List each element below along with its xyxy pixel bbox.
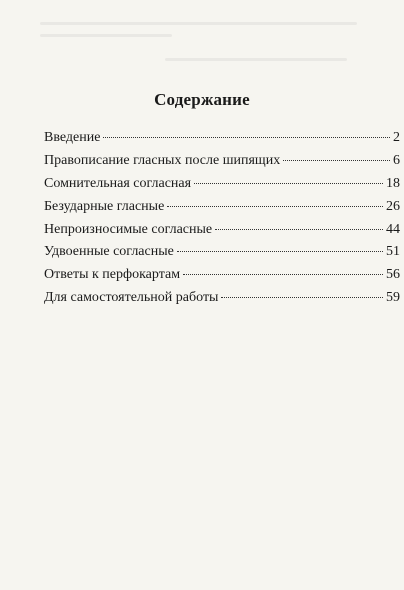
toc-entry[interactable]	[44, 176, 400, 199]
dot-leader	[103, 137, 390, 138]
dot-leader	[194, 183, 383, 184]
toc-entry-page: 56	[386, 267, 400, 283]
toc-entry-label: Правописание гласных после шипящих	[44, 152, 281, 168]
toc-entry-label: Безударные гласные	[44, 198, 165, 214]
toc-entry[interactable]	[44, 130, 400, 153]
dot-leader	[215, 229, 383, 230]
toc-entry-page: 2	[393, 130, 400, 145]
toc-entry-page: 59	[386, 290, 400, 306]
dot-leader	[167, 206, 383, 207]
toc-entry-page: 44	[386, 221, 400, 237]
toc-title: Содержание	[154, 90, 250, 109]
toc-entry-label: Непроизносимые согласные	[44, 221, 213, 237]
toc-entry[interactable]	[44, 244, 400, 267]
dot-leader	[177, 251, 383, 252]
toc-entry[interactable]	[44, 222, 400, 245]
toc-entry-page: 26	[386, 198, 400, 214]
toc-entry-page: 18	[386, 175, 400, 191]
toc-entry-label: Удвоенные согласные	[44, 244, 174, 260]
dot-leader	[283, 160, 390, 161]
toc-entry-page: 51	[386, 244, 400, 260]
toc-entry[interactable]	[44, 290, 400, 313]
show-through-text	[40, 22, 370, 82]
dot-leader	[183, 274, 383, 275]
toc-entry-label: Для самостоятельной работы	[44, 290, 219, 306]
toc-entry-page: 6	[393, 152, 400, 168]
toc-entry[interactable]	[44, 199, 400, 222]
toc-entry[interactable]	[44, 153, 400, 176]
toc-entry-label: Сомнительная согласная	[44, 175, 192, 191]
table-of-contents	[44, 130, 400, 313]
toc-entry[interactable]	[44, 267, 400, 290]
toc-entry-label: Ответы к перфокартам	[44, 267, 181, 283]
dot-leader	[221, 297, 383, 298]
toc-entry-label: Введение	[44, 130, 101, 145]
